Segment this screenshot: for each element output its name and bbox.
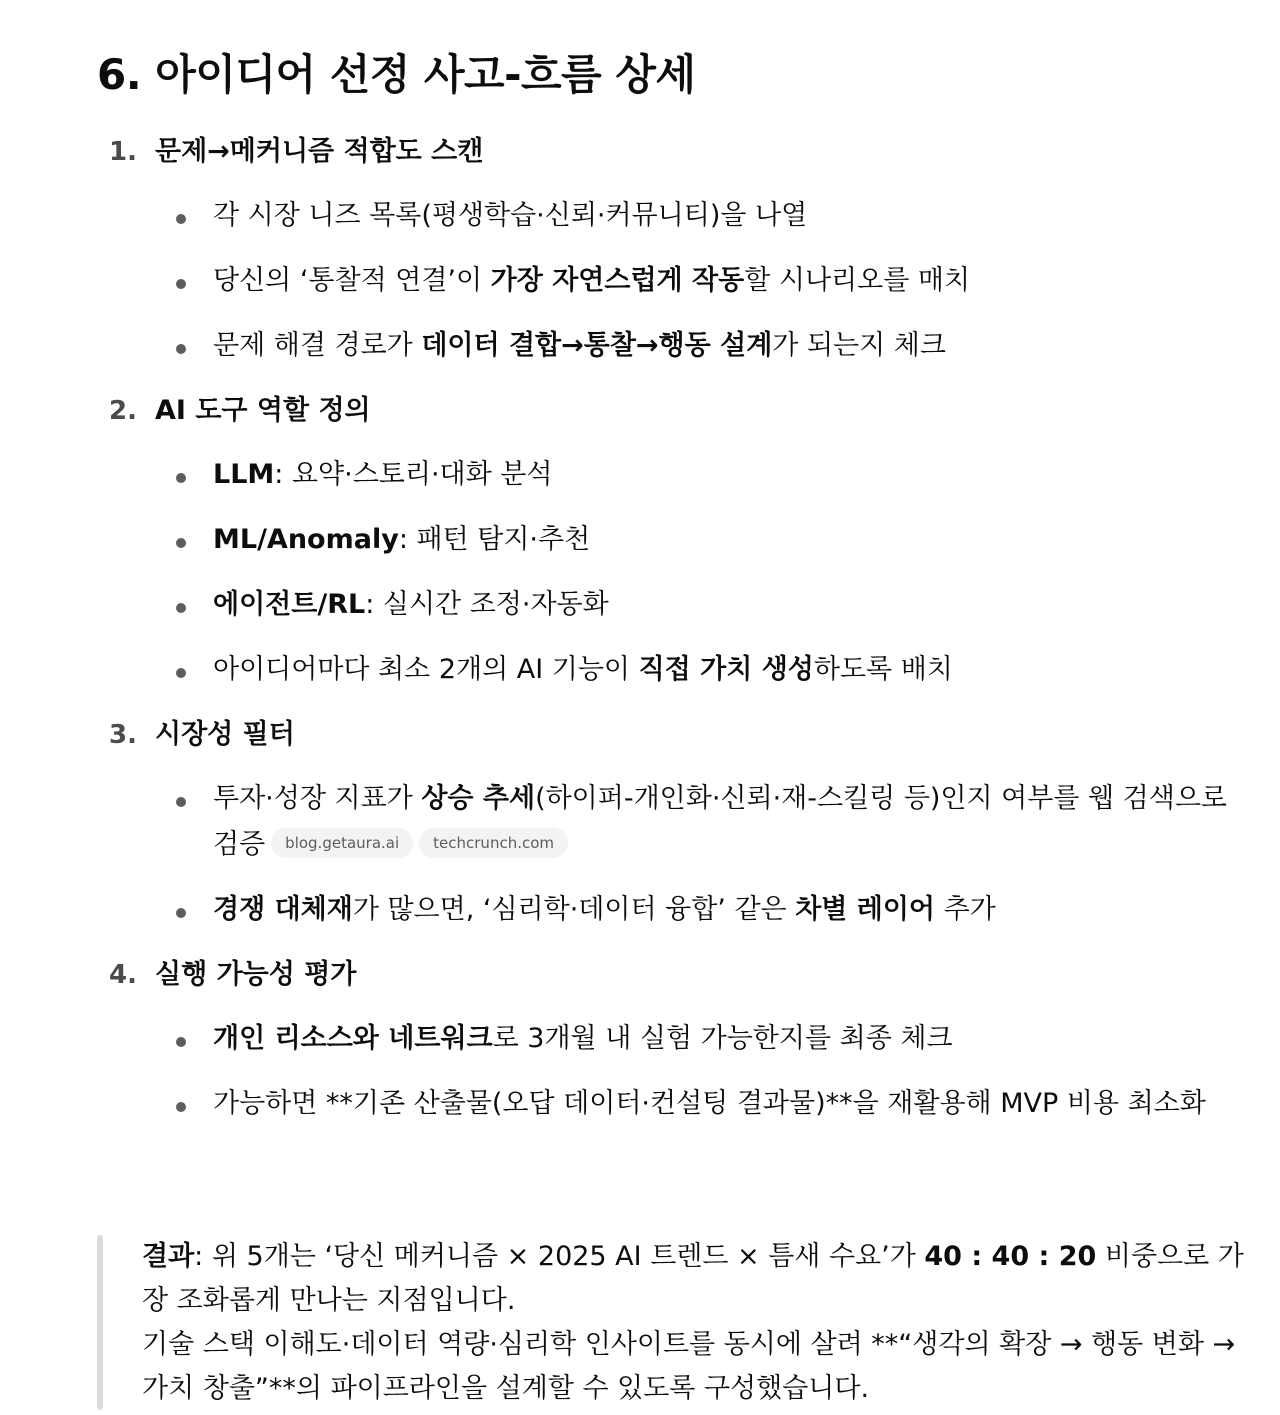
item-bold-text: 상승 추세	[421, 783, 536, 814]
list-item	[213, 443, 1257, 508]
result-label: 결과	[142, 1241, 195, 1272]
item-bold-text: ML/Anomaly	[213, 524, 399, 555]
source-chip-link[interactable]: blog.getaura.ai	[271, 828, 413, 858]
list-item	[213, 1007, 1257, 1072]
step-title: 시장성 필터	[155, 719, 295, 750]
item-text: 당신의 ‘통찰적 연결’이	[213, 265, 491, 296]
item-text: 투자·성장 지표가	[213, 783, 422, 814]
document-body	[97, 40, 1257, 1137]
result-text: 비중으로 가장 조화롭게 만나는 지점입니다.	[142, 1241, 1244, 1316]
step-number: 3.	[109, 720, 137, 750]
item-bold-text: 경쟁 대체재	[213, 894, 353, 925]
item-bold-text: 개인 리소스와 네트워크	[213, 1023, 493, 1054]
step-number: 2.	[109, 396, 137, 426]
sub-list	[155, 184, 1257, 379]
result-ratio: 40 : 40 : 20	[924, 1241, 1097, 1272]
result-paragraph-2: 기술 스택 이해도·데이터 역량·심리학 인사이트를 동시에 살려 **“생각의 확장 → 행동 변화 → 가치 창출”**의 파이프라인을 설계할 수 있도록 구성했습니다.	[142, 1329, 1236, 1404]
step-item	[97, 943, 1257, 1137]
section-heading: 6. 아이디어 선정 사고-흐름 상세	[97, 50, 696, 99]
result-text: : 위 5개는 ‘당신 메커니즘 × 2025 AI 트렌드 × 틈새 수요’가	[194, 1241, 925, 1272]
list-item	[213, 249, 1257, 314]
step-item	[97, 703, 1257, 943]
list-item	[213, 184, 1257, 249]
item-text: 로 3개월 내 실험 가능한지를 최종 체크	[492, 1023, 953, 1054]
item-bold-text: 에이전트/RL	[213, 589, 366, 620]
item-text: 각 시장 니즈 목록(평생학습·신뢰·커뮤니티)을 나열	[213, 200, 808, 231]
item-text: : 패턴 탐지·추천	[398, 524, 591, 555]
list-item	[213, 508, 1257, 573]
list-item	[213, 314, 1257, 379]
item-text: 가능하면 **기존 산출물(오답 데이터·컨설팅 결과물)**을 재활용해 MVP 비용 최소화	[213, 1088, 1206, 1119]
item-text: 가 많으면, ‘심리학·데이터 융합’ 같은	[352, 894, 796, 925]
list-item	[213, 1072, 1257, 1137]
steps-list	[97, 120, 1257, 1137]
sub-list	[155, 1007, 1257, 1137]
list-item	[213, 573, 1257, 638]
step-title: 문제→메커니즘 적합도 스캔	[155, 136, 484, 167]
item-text: 추가	[935, 894, 996, 925]
item-text: 가 되는지 체크	[772, 330, 946, 361]
item-text: 하도록 배치	[813, 654, 953, 685]
source-chip-link[interactable]: techcrunch.com	[419, 828, 568, 858]
list-item	[213, 638, 1257, 703]
item-text: : 요약·스토리·대화 분석	[274, 459, 553, 490]
item-bold-text: 데이터 결합→통찰→행동 설계	[421, 330, 773, 361]
list-item	[213, 878, 1257, 943]
item-text: 문제 해결 경로가	[213, 330, 422, 361]
item-bold-text: 직접 가치 생성	[638, 654, 814, 685]
step-number: 4.	[109, 960, 137, 990]
list-item	[213, 767, 1257, 878]
item-text: (하이퍼-개인화·신뢰·재-스킬링 등)인지 여부를 웹 검색으로 검증	[213, 783, 1227, 860]
sub-list	[155, 443, 1257, 703]
step-item	[97, 379, 1257, 703]
step-number: 1.	[109, 137, 137, 167]
result-paragraph-1	[142, 1235, 1257, 1323]
step-item	[97, 120, 1257, 379]
step-title: AI 도구 역할 정의	[155, 395, 371, 426]
step-title: 실행 가능성 평가	[155, 959, 357, 990]
item-bold-text: 차별 레이어	[795, 894, 936, 925]
item-bold-text: LLM	[213, 459, 275, 490]
blockquote-bar	[97, 1235, 103, 1410]
sub-list	[155, 767, 1257, 943]
result-blockquote	[97, 1235, 1257, 1411]
item-text: : 실시간 조정·자동화	[365, 589, 609, 620]
item-bold-text: 가장 자연스럽게 작동	[490, 265, 745, 296]
item-text: 할 시나리오를 매치	[744, 265, 971, 296]
item-text: 아이디어마다 최소 2개의 AI 기능이	[213, 654, 639, 685]
